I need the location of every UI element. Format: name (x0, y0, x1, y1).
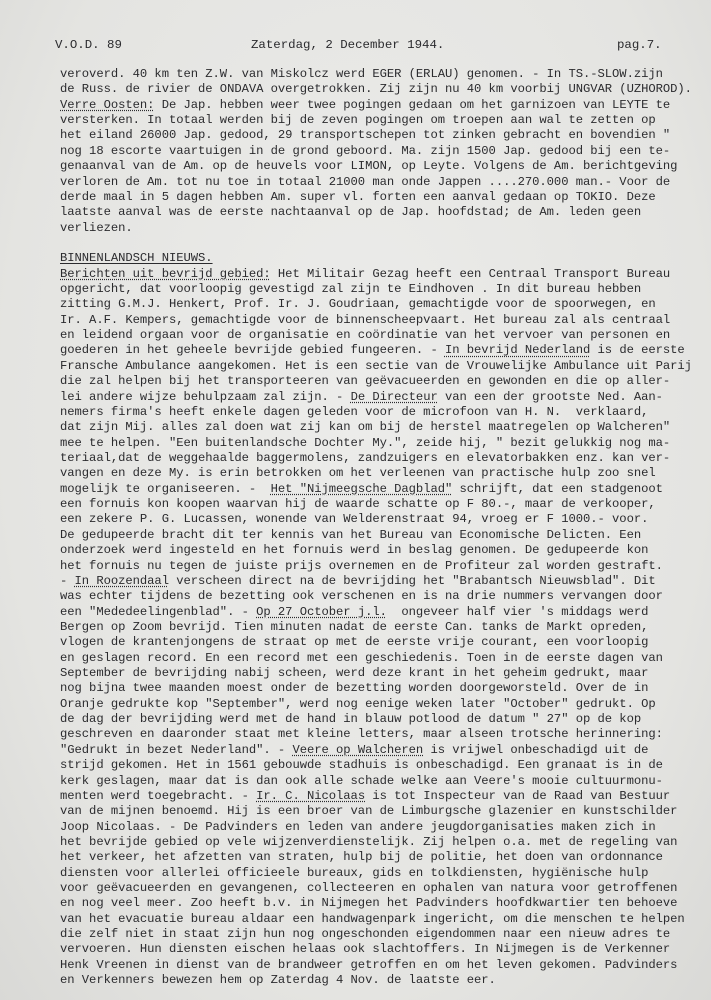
text-segment: ongeveer half vier 's middags werd (386, 604, 649, 619)
text-line (60, 697, 692, 712)
text-line (60, 482, 692, 497)
text-segment: een fornuis kon koopen waarvan hij de waarde schatte op F 80.-, maar de verkooper, (60, 497, 656, 512)
text-line (60, 635, 692, 650)
text-segment: verliezen. (60, 220, 133, 235)
document-date: Zaterdag, 2 December 1944. (251, 38, 445, 52)
text-segment: was echter tijdens de bezetting ook verschenen en is na drie nummers vervangen door (60, 589, 663, 604)
text-segment: nemers firma's heeft enkele dagen geleden voor de microfoon van H. N. verklaard, (60, 404, 649, 419)
text-segment: lei andere wijze behulpzaam zal zijn. - (60, 389, 351, 404)
text-segment: vlogen de krantenjongens de straat op met de eerste vrije courant, een voorloopig (60, 635, 649, 650)
text-line (60, 681, 692, 696)
text-segment: het eiland 26000 Jap. gedood, 29 transportschepen tot zinken gebracht en bovendien " (60, 128, 671, 143)
text-line (60, 973, 692, 988)
underlined-heading: Verre Oosten: (60, 97, 155, 112)
text-segment: Oranje gedrukte kop "September", werd nog eenige weken later "October" gedrukt. Op (60, 696, 656, 711)
text-segment: nog 18 escorte vaartuigen in de grond geboord. Ma. zijn 1500 Jap. gedood bij een te- (60, 143, 671, 158)
text-segment: laatste aanval was de eerste nachtaanval op de Jap. hoofdstad; de Am. leden geen (60, 205, 642, 220)
text-segment: een "Mededeelingenblad". - (60, 604, 257, 619)
underlined-heading: Berichten uit bevrijd gebied: (60, 266, 271, 281)
text-line (60, 528, 692, 543)
text-line (60, 175, 692, 190)
text-segment: derde maal in 5 dagen hebben Am. super vl. forten een aanval gedaan op TOKIO. Deze (60, 189, 656, 204)
text-line (60, 451, 692, 466)
text-line (60, 850, 692, 865)
text-segment: mee te helpen. "Een buitenlandsche Dochter My.", zeide hij, " bezit gelukkig nog ma- (60, 435, 671, 450)
text-segment: en Verkenners bewezen hem op Zaterdag 4 Nov. de laatste eer. (60, 973, 496, 988)
text-line (60, 374, 692, 389)
text-line (60, 98, 692, 113)
text-line (60, 789, 692, 804)
text-line (60, 512, 692, 527)
text-line (60, 958, 692, 973)
document-reference: V.O.D. 89 (55, 38, 122, 52)
text-segment: teriaal,dat de weggehaalde baggermolens, zandzuigers en elevatorbakken enz. kan ver- (60, 450, 671, 465)
text-segment: de Russ. de rivier de ONDAVA overgetrokken. Zij zijn nu 40 km voorbij UNGVAR (UZHOROD). (60, 82, 692, 97)
text-line (60, 205, 692, 220)
text-segment: de dag der bevrijding werd met de hand in blauw potlood de datum " 27" op de kop (60, 712, 642, 727)
underlined-heading: Op 27 October j.l. (256, 604, 387, 619)
underlined-heading: BINNENLANDSCH NIEUWS. (60, 251, 213, 266)
text-line (60, 282, 692, 297)
text-line (60, 881, 692, 896)
text-segment: Fransche Ambulance aangekomen. Het is een sectie van de Vrouwelijke Ambulance uit Parij (60, 358, 692, 373)
text-segment: Bergen op Zoom bevrijd. Tien minuten nadat de eerste Can. tanks de Markt opreden, (60, 619, 649, 634)
typewritten-body (60, 67, 692, 989)
text-line (60, 466, 692, 481)
text-segment: nog bijna twee maanden moest onder de bezetting worden doorgeworsteld. Over de in (60, 681, 649, 696)
text-line (60, 896, 692, 911)
text-line (60, 727, 692, 742)
text-line (60, 543, 692, 558)
text-line (60, 190, 692, 205)
text-segment: en leidend orgaan voor de organisatie en coördinatie van het vervoer van personen en (60, 328, 671, 343)
text-segment: verloren de Am. tot nu toe in totaal 21000 man onde Jappen ....270.000 man.- Voor de (60, 174, 671, 189)
text-segment: onderzoek werd ingesteld en het fornuis werd in beslag genomen. De gedupeerde kon (60, 543, 649, 558)
underlined-heading: In Roozendaal (74, 573, 169, 588)
underlined-heading: In bevrijd Nederland (444, 343, 591, 358)
text-line (60, 128, 692, 143)
text-line (60, 251, 692, 266)
text-line (60, 390, 692, 405)
text-line (60, 620, 692, 635)
text-segment: Henk Vreenen in dienst van de brandweer getroffen en om het leven gekomen. Padvinders (60, 957, 678, 972)
text-line (60, 236, 692, 251)
text-segment: dat zijn Mij. alles zal doen wat zij kan om bij de herstel maatregelen op Walcheren" (60, 420, 671, 435)
text-line (60, 436, 692, 451)
text-segment: is tot Inspecteur van de Raad van Bestuur (365, 788, 671, 803)
text-line (60, 605, 692, 620)
text-segment: "Gedrukt in bezet Nederland". - (60, 742, 293, 757)
text-line (60, 712, 692, 727)
text-line (60, 666, 692, 681)
text-segment: van een der grootste Ned. Aan- (437, 389, 663, 404)
text-line (60, 835, 692, 850)
text-segment: en nog veel meer. Zoo heeft b.v. in Nijmegen het Padvinders hoofdkwartier ten behoeve (60, 896, 678, 911)
text-line (60, 82, 692, 97)
text-segment: het bevrijde gebied op vele wijzenverdienstelijk. Zij helpen o.a. met de regeling van (60, 834, 678, 849)
text-line (60, 774, 692, 789)
text-segment: De Jap. hebben weer twee pogingen gedaan om het garnizoen van LEYTE te (154, 97, 671, 112)
text-segment: zitting G.M.J. Henkert, Prof. Ir. J. Goudriaan, gemachtigde voor de spoorwegen, en (60, 297, 656, 312)
text-segment: Joop Nicolaas. - De Padvinders en leden van andere jeugdorganisaties maken zich in (60, 819, 656, 834)
text-segment: veroverd. 40 km ten Z.W. van Miskolcz werd EGER (ERLAU) genomen. - In TS.-SLOW.zijn (60, 67, 663, 81)
text-line (60, 866, 692, 881)
text-segment: het verkeer, het afzetten van straten, hulp bij de politie, het doen van ordonnance (60, 850, 663, 865)
text-segment: diensten voor allerlei officieele bureaux, gids en tolkdiensten, hygiënische hulp (60, 865, 649, 880)
text-line (60, 144, 692, 159)
text-line (60, 743, 692, 758)
text-segment: Het Militair Gezag heeft een Centraal Transport Bureau (270, 266, 671, 281)
text-line (60, 67, 692, 82)
text-line (60, 159, 692, 174)
text-line (60, 313, 692, 328)
text-line (60, 359, 692, 374)
text-segment: kerk geslagen, maar dat is dan ook alle schade welke aan Veere's mooie cultuurmonu- (60, 773, 663, 788)
text-line (60, 804, 692, 819)
text-segment: opgericht, dat voorloopig gevestigd zal zijn te Eindhoven . In dit bureau hebben (60, 282, 642, 297)
text-segment: genaanval van de Am. op de heuvels voor LIMON, op Leyte. Volgens de Am. berichtgeving (60, 159, 678, 174)
text-segment: die zelf niet in staat zijn hun nog ongeschonden eigendommen naar een nieuw adres te (60, 927, 671, 942)
text-line (60, 420, 692, 435)
text-segment: en geslagen record. En een record met een geschiedenis. Toen in de eerste dagen van (60, 650, 663, 665)
text-line (60, 820, 692, 835)
underlined-heading: De Directeur (350, 389, 438, 404)
text-segment: schrijft, dat een stadgenoot (452, 481, 663, 496)
text-line (60, 113, 692, 128)
text-segment: - (60, 573, 75, 588)
text-segment: De gedupeerde bracht dit ter kennis van het Bureau van Economische Delicten. Een (60, 527, 642, 542)
underlined-heading: Het "Nijmeegsche Dagblad" (270, 481, 453, 496)
text-segment: van de mijnen benoemd. Hij is een broer van de Limburgsche glazenier en kunstschilder (60, 804, 678, 819)
text-line (60, 589, 692, 604)
text-segment: strijd gekomen. Het in 1561 gebouwde stadhuis is onbeschadigd. Een granaat is in de (60, 758, 663, 773)
text-segment: verscheen direct na de bevrijding het "Brabantsch Nieuwsblad". Dit (168, 573, 656, 588)
text-line (60, 405, 692, 420)
text-line (60, 559, 692, 574)
text-segment: versterken. In totaal werden bij de zeven pogingen om troepen aan wal te zetten op (60, 113, 656, 128)
underlined-heading: Veere op Walcheren (292, 742, 424, 757)
text-line (60, 651, 692, 666)
text-line (60, 221, 692, 236)
text-line (60, 328, 692, 343)
text-line (60, 343, 692, 358)
text-segment: mogelijk te organiseeren. - (60, 481, 271, 496)
text-line (60, 574, 692, 589)
text-segment: van het evacuatie bureau aldaar een handwagenpark ingericht, om die menschen te helpen (60, 911, 685, 926)
text-line (60, 267, 692, 282)
text-line (60, 758, 692, 773)
text-segment: is vrijwel onbeschadigd uit de (423, 742, 649, 757)
text-line (60, 942, 692, 957)
text-segment: het fornuis nu tegen de juiste prijs overnemen en de Profiteur zal worden gestraft. (60, 558, 663, 573)
text-line (60, 927, 692, 942)
text-segment: een zekere P. G. Lucassen, wonende van Welderenstraat 94, vroeg er F 1000.- voor. (60, 512, 649, 527)
text-segment: Ir. A.F. Kempers, gemachtigde voor de binnenscheepvaart. Het bureau zal als centraal (60, 312, 671, 327)
text-segment: is de eerste (590, 343, 685, 358)
text-segment: menten werd toegebracht. - (60, 788, 257, 803)
text-segment: vangen en deze My. is erin betrokken om het verleenen van practische hulp zoo snel (60, 466, 656, 481)
text-segment: goederen in het geheele bevrijde gebied fungeeren. - (60, 343, 445, 358)
text-line (60, 297, 692, 312)
text-line (60, 497, 692, 512)
text-segment: die zal helpen bij het transporteeren van geëvacueerden en gewonden en die op aller- (60, 374, 671, 389)
text-segment: September de bevrijding nabij scheen, werd deze krant in het geheim gedrukt, maar (60, 666, 649, 681)
underlined-heading: Ir. C. Nicolaas (256, 788, 366, 803)
text-segment: geschreven en daaronder staat met kleine letters, maar alseen trotsche herinnering: (60, 727, 663, 742)
text-segment: vervoeren. Hun diensten eischen helaas ook slachtoffers. In Nijmegen is de Verkenner (60, 942, 671, 957)
page-number: pag.7. (617, 38, 662, 52)
text-segment: voor geëvacueerden en gevangenen, collecteeren en ophalen van natura voor getroffenen (60, 881, 678, 896)
text-line (60, 912, 692, 927)
